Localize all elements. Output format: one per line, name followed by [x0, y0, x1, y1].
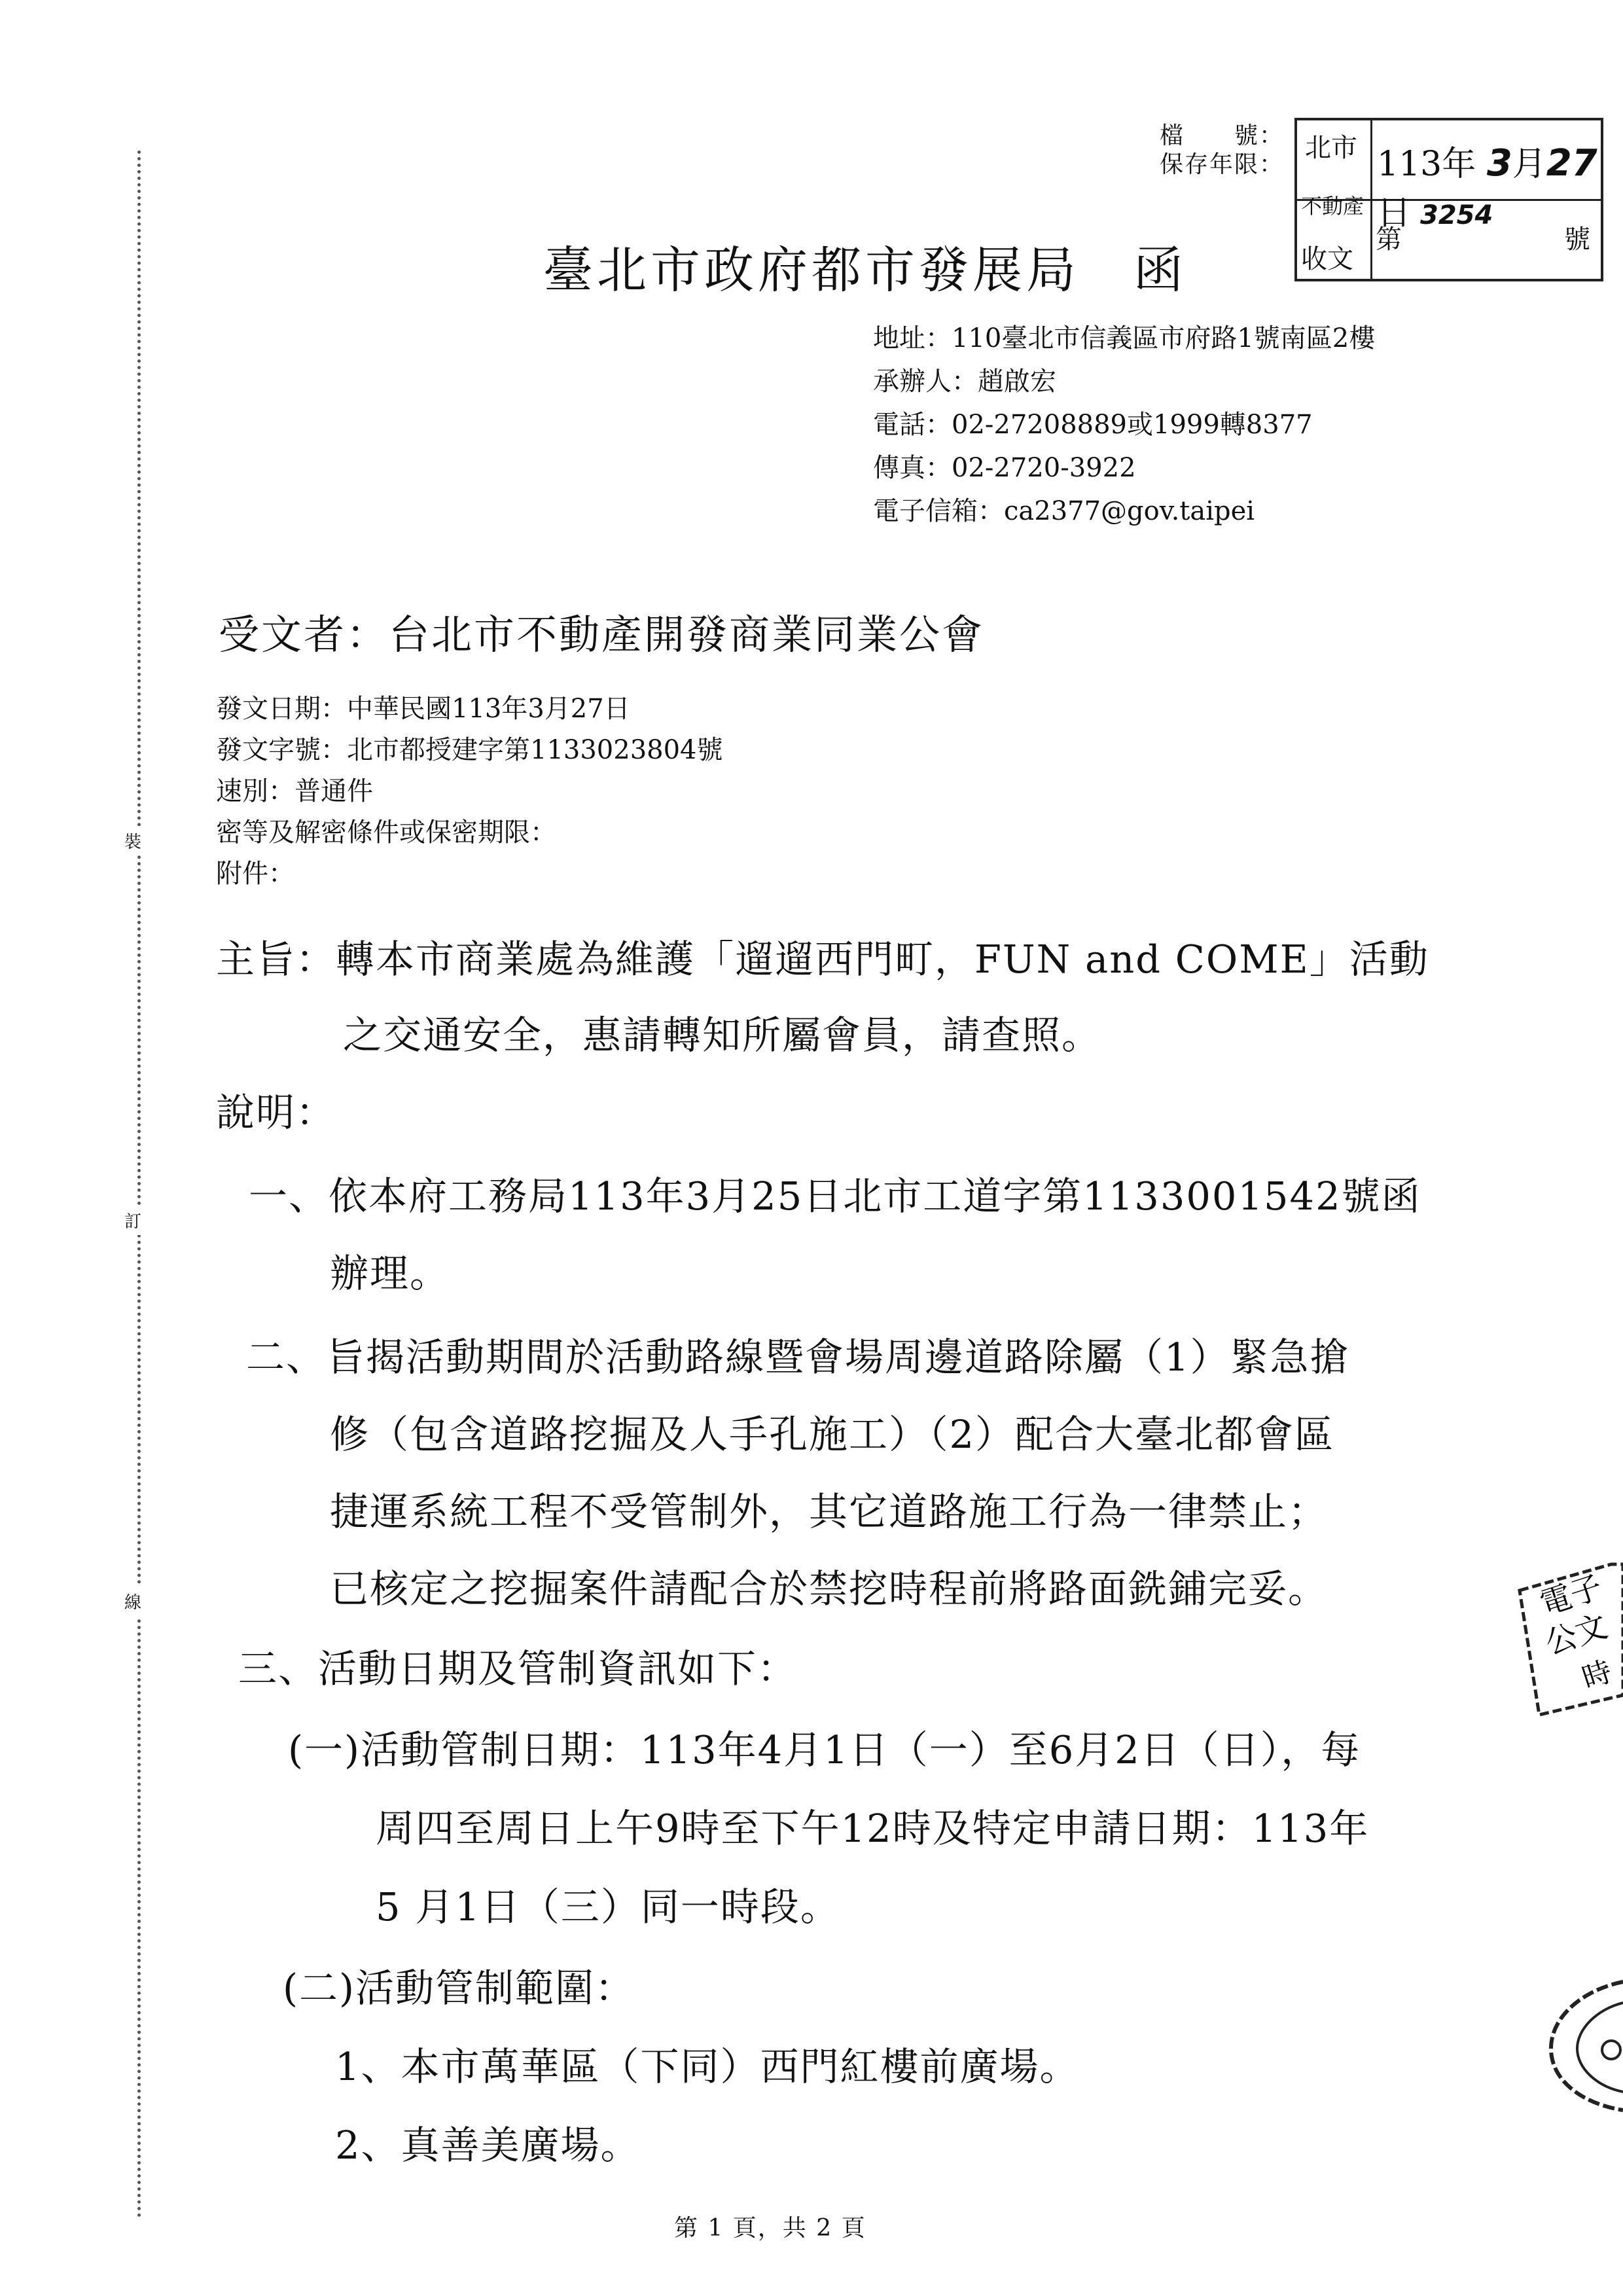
retention-label: 保存年限：: [1160, 151, 1285, 178]
attachment: 附件：: [216, 859, 294, 889]
electronic-seal-stamp: [1513, 1564, 1623, 1721]
stamp-no-value: 3254: [1420, 200, 1493, 230]
stamp-no-suffix: 號: [1564, 224, 1590, 255]
stamp-no-prefix: 第: [1376, 224, 1402, 255]
contact-email: 電子信箱：ca2377@gov.taipei: [873, 496, 1255, 526]
item-2-line-2: 修（包含道路挖掘及人手孔施工）（2）配合大臺北都會區: [330, 1412, 1335, 1457]
range-item-2: 2、真善美廣場。: [335, 2123, 641, 2168]
item-2-line-3: 捷運系統工程不受管制外，其它道路施工行為一律禁止；: [330, 1489, 1329, 1534]
item-2-line-4: 已核定之挖掘案件請配合於禁挖時程前將路面銑鋪完妥。: [330, 1566, 1329, 1611]
doc-number: 發文字號：北市都授建字第1133023804號: [216, 735, 723, 765]
contact-block: [873, 317, 1455, 533]
stamp-org-mid: 不動產: [1301, 194, 1364, 219]
recipient: 受文者：台北市不動產開發商業同業公會: [219, 611, 985, 658]
stamp-date-day-unit: 日: [1377, 194, 1412, 233]
explanation-heading: 說明：: [216, 1090, 336, 1135]
binding-mark-ding: 訂: [124, 1206, 141, 1235]
seal-text-line-3: 時: [1578, 1655, 1616, 1696]
stamp-date-year-unit: 年: [1442, 145, 1476, 184]
file-meta-labels: [1160, 122, 1284, 179]
contact-handler: 承辦人：趙啟宏: [873, 367, 1056, 397]
issue-date: 發文日期：中華民國113年3月27日: [216, 694, 630, 724]
sub-1-line-1: (一)活動管制日期：113年4月1日（一）至6月2日（日），每: [288, 1727, 1361, 1772]
binding-dotted-line: [137, 151, 141, 2219]
secrecy-level: 密等及解密條件或保密期限：: [216, 817, 556, 848]
item-1-line-1: 一、依本府工務局113年3月25日北市工道字第1133001542號函: [249, 1174, 1421, 1219]
received-stamp: [1294, 118, 1603, 281]
stamp-date-month: 3: [1486, 142, 1512, 185]
stamp-date-month-unit: 月: [1512, 145, 1546, 184]
range-item-1: 1、本市萬華區（下同）西門紅樓前廣場。: [335, 2044, 1080, 2089]
seal-text-line-2: 公文: [1541, 1607, 1613, 1662]
speed-class: 速別：普通件: [216, 776, 373, 806]
stamp-date-day: 27: [1546, 142, 1597, 185]
doc-info: [216, 689, 723, 895]
subject-line-2: 之交通安全，惠請轉知所屬會員，請查照。: [343, 1013, 1102, 1058]
binding-mark-xian: 線: [124, 1587, 141, 1616]
page-footer: 第 1 頁，共 2 頁: [674, 2215, 866, 2242]
document-title: 臺北市政府都市發展局 函: [543, 241, 1187, 299]
item-2-line-1: 二、旨揭活動期間於活動路線暨會場周邊道路除屬（1）緊急搶: [246, 1335, 1350, 1380]
binding-mark-zhuang: 裝: [124, 826, 141, 855]
sub-1-line-2: 周四至周日上午9時至下午12時及特定申請日期：113年: [376, 1806, 1370, 1851]
contact-address: 地址：110臺北市信義區市府路1號南區2樓: [873, 323, 1376, 353]
stamp-org-top: 北市: [1305, 133, 1357, 163]
contact-fax: 傳真：02-2720-3922: [873, 453, 1136, 483]
item-1-line-2: 辦理。: [330, 1251, 450, 1296]
subject-line-1: 主旨：轉本市商業處為維護「遛遛西門町，FUN and COME」活動: [216, 937, 1429, 982]
seal-text-line-1: 電子: [1535, 1568, 1607, 1623]
stamp-org-bottom: 收文: [1301, 244, 1353, 274]
stamp-date-year: 113: [1377, 145, 1442, 184]
partial-seal-fragment: [1538, 1977, 1623, 2114]
contact-phone: 電話：02-27208889或1999轉8377: [873, 410, 1313, 440]
file-no-label: 檔 號：: [1160, 122, 1285, 149]
sub-2-heading: (二)活動管制範圍：: [283, 1965, 635, 2011]
item-3-heading: 三、活動日期及管制資訊如下：: [238, 1646, 798, 1691]
sub-1-line-3: 5 月1日（三）同一時段。: [376, 1884, 840, 1929]
